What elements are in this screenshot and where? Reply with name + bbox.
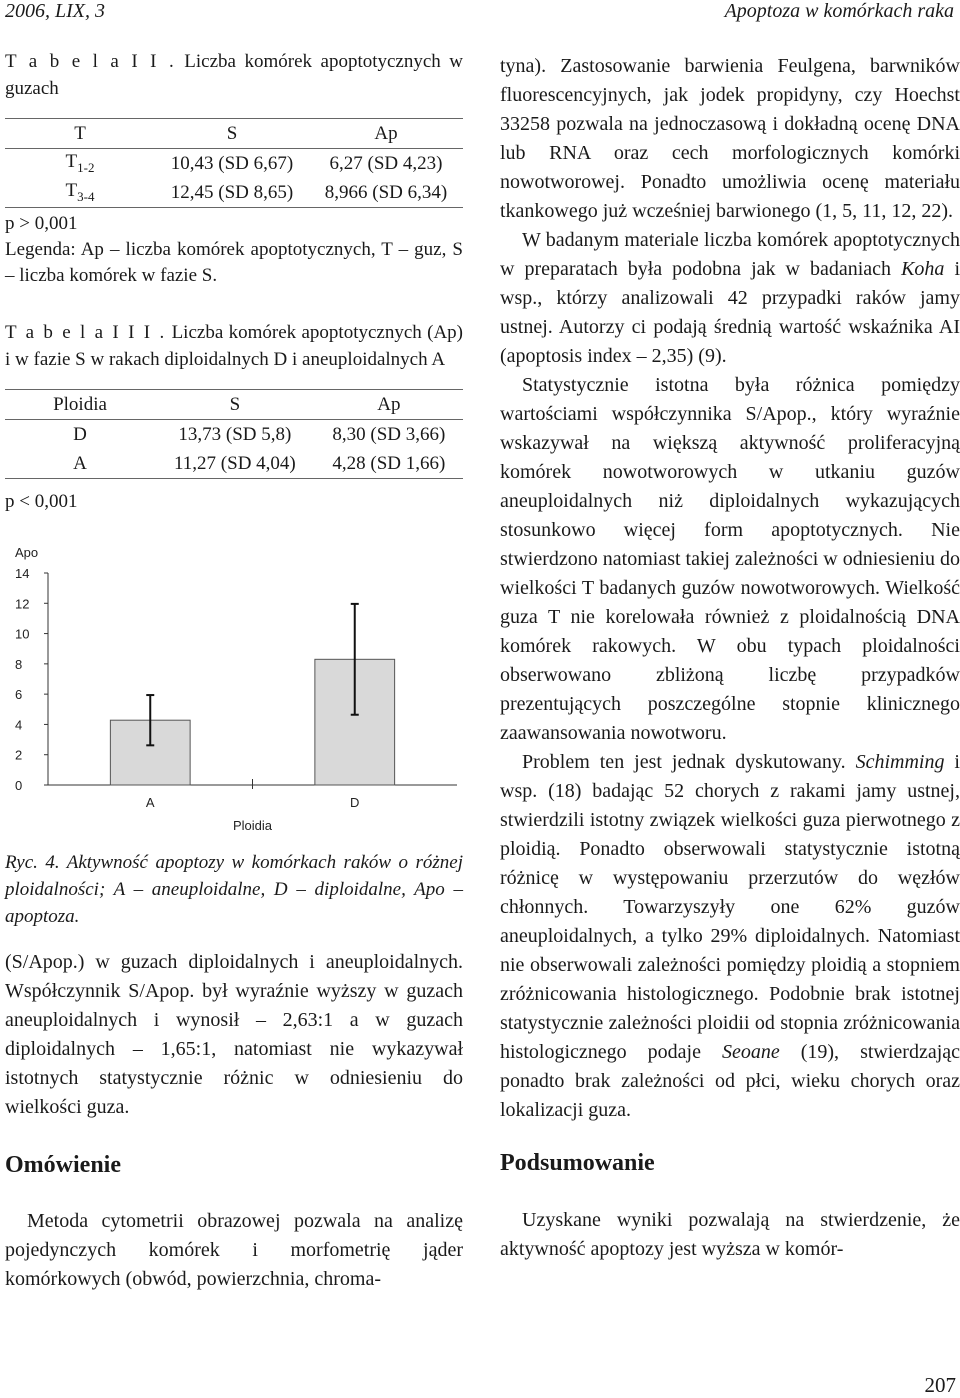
table3-cell-ap: 8,30 (SD 3,66) bbox=[332, 423, 446, 445]
table3-caption bbox=[5, 319, 463, 373]
right-paragraph-2: W badanym materiale liczba komórek apoptotycznych w preparatach była podobna jak w badaniach Koha i wsp., którzy analizowali 42 przypadki raków jamy ustnej. Autorzy ci podają średnią wartość wskaźnika AI (apoptosis index – 2,35) (9). bbox=[500, 229, 960, 367]
y-tick-label: 2 bbox=[15, 747, 23, 763]
table3-row bbox=[5, 420, 463, 450]
table3-cell-s: 11,27 (SD 4,04) bbox=[174, 452, 296, 474]
y-tick-label: 6 bbox=[15, 687, 23, 703]
table3-label: T a b e l a I I I . bbox=[5, 322, 167, 343]
table2-caption-text: Liczba komórek apoptotycznych w guzach bbox=[5, 51, 464, 99]
table2-row bbox=[5, 149, 463, 179]
table3-header-row bbox=[5, 390, 463, 420]
table3-header-s: S bbox=[229, 393, 241, 415]
x-tick-label: D bbox=[350, 795, 360, 810]
y-tick-label: 12 bbox=[15, 596, 30, 612]
right-paragraph-1: tyna). Zastosowanie barwienia Feulgena, barwników fluorescencyjnych, jak jodek propidyny, czy Hoechst 33258 pozwala na jednoczasową i dokładną ocenę DNA lub RNA oraz cech morfologicznych komórki nowotworowej. Ponadto umożliwia ocenę materiału tkankowego już wcześniej barwionego (1, 5, 11, 12, 22). bbox=[500, 55, 960, 222]
y-tick-label: 0 bbox=[15, 778, 23, 793]
table2-legend: Legenda: Ap – liczba komórek apoptotycznych, T – guz, S – liczba komórek w fazie S. bbox=[5, 239, 463, 286]
section-heading-podsumowanie: Podsumowanie bbox=[500, 1150, 655, 1176]
table3-cell-ploidia: D bbox=[73, 423, 87, 445]
table2-cell-s: 12,45 (SD 8,65) bbox=[170, 181, 294, 203]
table3 bbox=[5, 389, 463, 479]
page-number: 207 bbox=[924, 1373, 956, 1397]
x-axis-label: Ploidia bbox=[232, 818, 273, 833]
right-column bbox=[500, 52, 960, 1264]
y-tick-label: 14 bbox=[15, 566, 30, 581]
podsumowanie-paragraph: Uzyskane wyniki pozwalają na stwierdzenie, że aktywność apoptozy jest wyższa w komór- bbox=[500, 1209, 960, 1260]
x-tick-label: A bbox=[145, 795, 155, 810]
table3-header-ploidia: Ploidia bbox=[53, 393, 107, 415]
y-tick-label: 8 bbox=[15, 656, 23, 672]
table2-header-ap: Ap bbox=[374, 122, 398, 144]
table3-header-ap: Ap bbox=[377, 393, 401, 415]
right-paragraph-4: Problem ten jest jednak dyskutowany. Schimming i wsp. (18) badając 52 chorych z rakami jamy ustnej, stwierdzili istotny związek wielkości guza pierwotnego z ploidią. Ponadto obserwowali statystycznie istotną różnicę w występowaniu przerzutów do węzłów chłonnych. Towarzyszyły one 62% guzów aneuploidalnych, a tylko 29% diploidalnych. Natomiast nie obserwowali zależności pomiędzy ploidią a stopniem zróżnicowania histologicznego. Podobnie brak istotnej statystycznie zależności ploidii od stopnia zróżnicowania histologicznego podaje Seoane (19), stwierdzając ponadto brak zależności od płci, wieku chorych oraz lokalizacji guza. bbox=[500, 751, 960, 1121]
table2-header-s: S bbox=[226, 122, 238, 144]
table2-cell-ap: 6,27 (SD 4,23) bbox=[329, 152, 443, 174]
left-body-paragraph: (S/Apop.) w guzach diploidalnych i aneuploidalnych. Współczynnik S/Apop. był wyraźnie wyższy w guzach aneuploidalnych i wynosił – 2,63:1 a w guzach diploidalnych – 1,65:1, natomiast nie wykazywał istotnych statystycznie różnic w odniesieniu do wielkości guza. bbox=[5, 951, 463, 1118]
table3-cell-ploidia: A bbox=[73, 452, 87, 474]
figure-caption: Ryc. 4. Aktywność apoptozy w komórkach raków o różnej ploidalności; A – aneuploidalne, D – diploidalne, Apo – apoptoza. bbox=[5, 852, 463, 927]
running-header-left: 2006, LIX, 3 bbox=[5, 0, 105, 22]
table3-pvalue: p < 0,001 bbox=[5, 491, 78, 512]
table2-caption bbox=[5, 48, 463, 102]
table2-header-t: T bbox=[74, 122, 86, 144]
table2-cell-t: $T_{1-2}$ bbox=[65, 151, 95, 175]
table2-cell-t: $T_{3-4}$ bbox=[65, 180, 95, 204]
table2-header-row bbox=[5, 119, 463, 149]
right-paragraph-3: Statystycznie istotna była różnica pomiędzy wartościami współczynnika S/Apop., który wyraźnie wskazywał na większą aktywność proliferacyjną komórek nowotworowych w utkaniu guzów aneuploidalnych niż diploidalnych wykazujących stosunkowo więcej form apoptotycznych. Nie stwierdzono natomiast takiej zależności w odniesieniu do wielkości T badanych guzów nowotworowych. Wielkość guza T nie korelowała również z ploidalnością DNA komórek rakowych. W obu typach ploidalności obserwowano zbliżoną liczbę przypadków prezentujących poszczególne stopnie klinicznego zaawansowania nowotworu. bbox=[500, 374, 960, 744]
left-column bbox=[5, 48, 463, 1294]
table2 bbox=[5, 118, 463, 208]
table2-cell-ap: 8,966 (SD 6,34) bbox=[324, 181, 448, 203]
y-tick-label: 4 bbox=[15, 717, 23, 733]
table2-row bbox=[5, 178, 463, 208]
y-axis-label: Apo bbox=[15, 545, 39, 560]
table3-caption-text: Liczba komórek apoptotycznych (Ap) i w fazie S w rakach diploidalnych D i aneuploidalnych A bbox=[5, 322, 464, 370]
table2-label: T a b e l a I I . bbox=[5, 51, 176, 72]
apoptosis-bar-chart bbox=[5, 545, 463, 845]
running-header-right: Apoptoza w komórkach raka bbox=[724, 0, 954, 22]
omowienie-paragraph: Metoda cytometrii obrazowej pozwala na analizę pojedynczych komórek i morfometrię jąder komórkowych (obwód, powierzchnia, chroma- bbox=[5, 1210, 463, 1290]
y-tick-label: 10 bbox=[15, 626, 30, 642]
table3-cell-ap: 4,28 (SD 1,66) bbox=[332, 452, 446, 474]
section-heading-omowienie: Omówienie bbox=[5, 1152, 121, 1178]
table2-pvalue: p > 0,001 bbox=[5, 213, 78, 234]
table3-row bbox=[5, 449, 463, 479]
table3-cell-s: 13,73 (SD 5,8) bbox=[178, 423, 292, 445]
table2-cell-s: 10,43 (SD 6,67) bbox=[170, 152, 294, 174]
